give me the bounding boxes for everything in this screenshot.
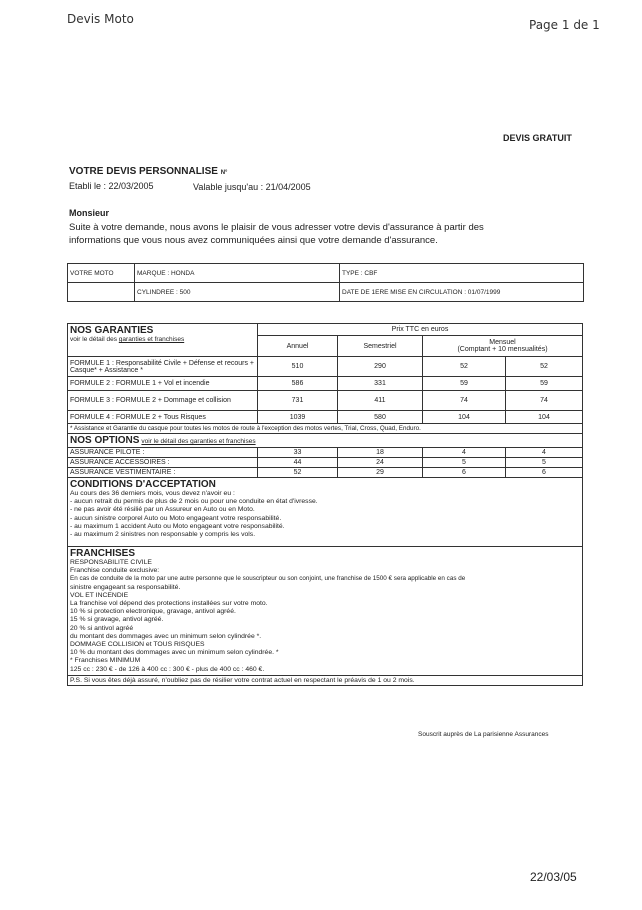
franchises-title: FRANCHISES <box>70 548 136 559</box>
franchises-line: La franchise vol dépend des protections installées sur votre moto. <box>70 600 268 608</box>
option-pilote-semestriel: 18 <box>338 448 423 458</box>
col-mensuel <box>423 336 583 357</box>
franchises-line: * Franchises MINIMUM <box>70 657 141 665</box>
garanties-subtitle <box>70 336 255 343</box>
formule-row <box>68 377 583 391</box>
option-row <box>68 458 583 468</box>
formule-3-semestriel: 411 <box>338 391 423 411</box>
franchises-line: du montant des dommages avec un minimum selon cylindrée *. <box>70 632 262 640</box>
header-left: Devis Moto <box>67 12 134 26</box>
formule-row <box>68 391 583 411</box>
intro-line-2: informations que vous nous avez communiquées ainsi que votre demande d'assurance. <box>69 235 438 246</box>
ps-note: P.S. Si vous êtes déjà assuré, n'oubliez pas de résilier votre contrat actuel en respectant le préavis de 1 ou 2 mois. <box>68 675 583 685</box>
moto-type: TYPE : CBF <box>340 264 584 283</box>
formule-2-annuel: 586 <box>258 377 338 391</box>
option-vestimentaire-label: ASSURANCE VESTIMENTAIRE : <box>68 468 258 478</box>
garanties-table <box>67 323 583 686</box>
devis-gratuit-label: DEVIS GRATUIT <box>503 133 572 143</box>
intro-line-1: Suite à votre demande, nous avons le plaisir de vous adresser votre devis d'assurance à partir des <box>69 222 484 233</box>
option-pilote-label: ASSURANCE PILOTE : <box>68 448 258 458</box>
option-pilote-mensuel: 4 <box>506 448 583 458</box>
formule-3-mensuel: 74 <box>506 391 583 411</box>
moto-empty <box>68 283 135 302</box>
formule-1-mensuel: 52 <box>506 357 583 377</box>
conditions-line: - aucun sinistre corporel Auto ou Moto engageant votre responsabilité. <box>70 514 282 522</box>
franchises-line: En cas de conduite de la moto par une autre personne que le souscripteur ou son conjoint, une franchise de 1500 € sera applicable en cas de <box>70 575 466 583</box>
moto-marque: MARQUE : HONDA <box>135 264 340 283</box>
option-row <box>68 468 583 478</box>
greeting: Monsieur <box>69 208 110 218</box>
formule-2-semestriel: 331 <box>338 377 423 391</box>
franchises-line: 15 % si gravage, antivol agréé. <box>70 616 164 624</box>
col-mensuel-sub: (Comptant + 10 mensualités) <box>457 346 548 353</box>
garanties-link[interactable]: garanties et franchises <box>118 336 185 343</box>
footer-date: 22/03/05 <box>530 870 577 884</box>
formule-2-mensuel: 59 <box>506 377 583 391</box>
franchises-line: VOL ET INCENDIE <box>70 591 129 599</box>
formule-3-label: FORMULE 3 : FORMULE 2 + Dommage et collision <box>68 391 258 411</box>
formule-4-label: FORMULE 4 : FORMULE 2 + Tous Risques <box>68 411 258 424</box>
moto-table <box>67 263 584 302</box>
moto-date: DATE DE 1ERE MISE EN CIRCULATION : 01/07/1999 <box>340 283 584 302</box>
franchises-line: 125 cc : 230 € - de 126 à 400 cc : 300 € - plus de 400 cc : 460 €. <box>70 665 265 673</box>
formule-3-comptant: 74 <box>423 391 506 411</box>
option-accessoires-label: ASSURANCE ACCESSOIRES : <box>68 458 258 468</box>
conditions-line: Au cours des 36 derniers mois, vous devez n'avoir eu : <box>70 490 235 497</box>
franchises-line: RESPONSABILITE CIVILE <box>70 559 152 566</box>
franchises-line: 20 % si antivol agréé <box>70 624 134 632</box>
garanties-subtitle-prefix: voir le détail des <box>70 336 117 343</box>
col-annuel: Annuel <box>258 336 338 357</box>
formule-4-comptant: 104 <box>423 411 506 424</box>
formule-3-annuel: 731 <box>258 391 338 411</box>
options-title: NOS OPTIONS <box>70 435 140 446</box>
conditions-line: - aucun retrait du permis de plus de 2 mois ou pour une conduite en état d'ivresse. <box>70 498 318 506</box>
formule-1-annuel: 510 <box>258 357 338 377</box>
conditions-line: - au maximum 1 accident Auto ou Moto engageant votre responsabilité. <box>70 522 285 530</box>
conditions-line: - au maximum 2 sinistres non responsable y compris les vols. <box>70 531 256 539</box>
formule-2-comptant: 59 <box>423 377 506 391</box>
moto-cylindree: CYLINDREE : 500 <box>135 283 340 302</box>
moto-label: VOTRE MOTO <box>68 264 135 283</box>
prix-header: Prix TTC en euros <box>258 324 583 336</box>
title-number: N° <box>220 170 228 176</box>
franchises-line: DOMMAGE COLLISION et TOUS RISQUES <box>70 641 205 649</box>
valable-date: Valable jusqu'au : 21/04/2005 <box>193 182 311 192</box>
col-mensuel-label: Mensuel <box>489 339 516 346</box>
conditions-section <box>68 478 583 547</box>
etabli-date: Etabli le : 22/03/2005 <box>69 181 154 191</box>
title-text: VOTRE DEVIS PERSONNALISE <box>69 166 218 177</box>
formule-4-mensuel: 104 <box>506 411 583 424</box>
formule-2-label: FORMULE 2 : FORMULE 1 + Vol et incendie <box>68 377 258 391</box>
option-accessoires-annuel: 44 <box>258 458 338 468</box>
conditions-title: CONDITIONS D'ACCEPTATION <box>70 479 216 490</box>
option-accessoires-semestriel: 24 <box>338 458 423 468</box>
formule-row <box>68 411 583 424</box>
page-title <box>69 166 227 177</box>
formule-row <box>68 357 583 377</box>
formule-1-semestriel: 290 <box>338 357 423 377</box>
option-vestimentaire-comptant: 6 <box>423 468 506 478</box>
option-vestimentaire-mensuel: 6 <box>506 468 583 478</box>
option-accessoires-comptant: 5 <box>423 458 506 468</box>
option-vestimentaire-semestriel: 29 <box>338 468 423 478</box>
option-row <box>68 448 583 458</box>
franchises-line: 10 % du montant des dommages avec un minimum selon cylindrée. * <box>70 649 279 657</box>
option-vestimentaire-annuel: 52 <box>258 468 338 478</box>
option-pilote-annuel: 33 <box>258 448 338 458</box>
col-semestriel: Semestriel <box>338 336 423 357</box>
garanties-header <box>68 324 258 357</box>
franchises-line: 10 % si protection electronique, gravage, antivol agréé. <box>70 608 236 616</box>
options-header <box>68 434 583 448</box>
garanties-title: NOS GARANTIES <box>70 325 154 336</box>
header-page: Page 1 de 1 <box>529 18 600 32</box>
formule-1-label: FORMULE 1 : Responsabilité Civile + Défense et recours + Casque* + Assistance * <box>68 357 258 377</box>
garanties-note: * Assistance et Garantie du casque pour toutes les motos de route à l'exception des motos vertes, Trial, Cross, Quad, Enduro. <box>68 424 583 434</box>
formule-1-comptant: 52 <box>423 357 506 377</box>
conditions-line: - ne pas avoir été résilié par un Assureur en Auto ou en Moto. <box>70 506 255 514</box>
franchises-line: Franchise conduite exclusive: <box>70 567 160 575</box>
formule-4-semestriel: 580 <box>338 411 423 424</box>
souscrit-label: Souscrit auprès de La parisienne Assurances <box>418 731 549 738</box>
option-accessoires-mensuel: 5 <box>506 458 583 468</box>
franchises-line: sinistre engageant sa responsabilité. <box>70 583 181 591</box>
option-pilote-comptant: 4 <box>423 448 506 458</box>
options-link[interactable]: voir le détail des garanties et franchises <box>141 438 256 445</box>
formule-4-annuel: 1039 <box>258 411 338 424</box>
franchises-section <box>68 547 583 676</box>
